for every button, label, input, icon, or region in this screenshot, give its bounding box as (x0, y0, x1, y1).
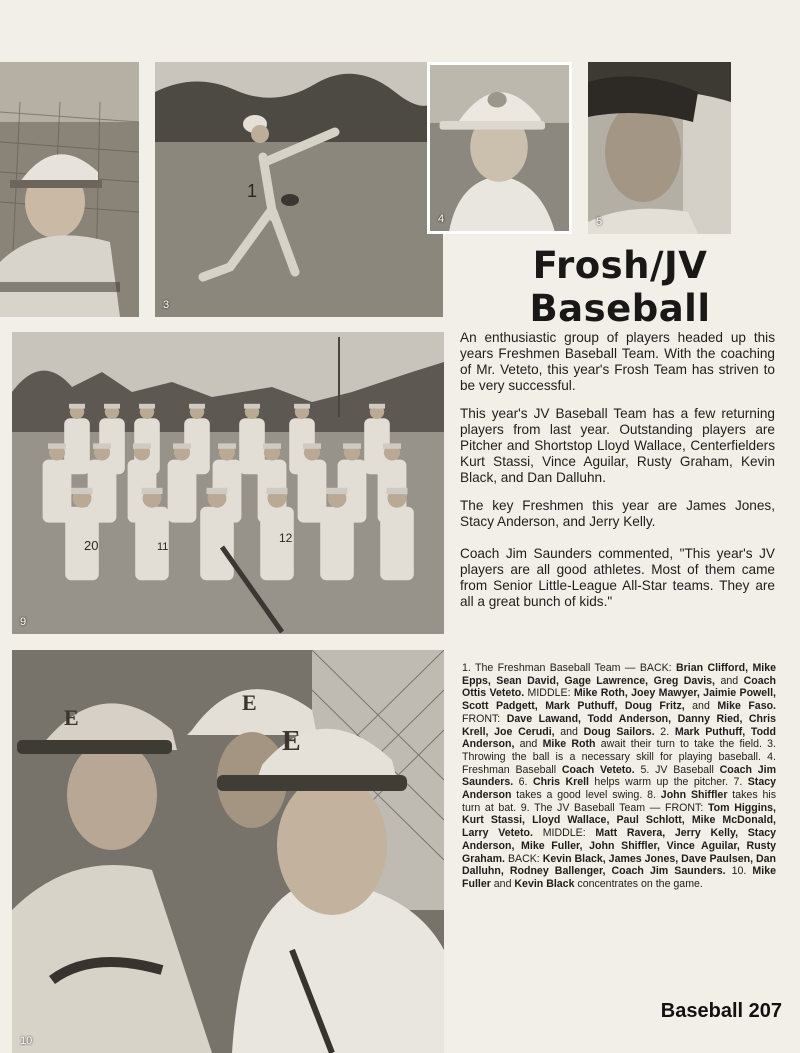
team-player-cap (327, 488, 348, 494)
caption-name: Coach Jim Saunders. (462, 763, 776, 789)
article-body (460, 330, 775, 622)
team-player (200, 507, 234, 581)
caption-text: and (715, 674, 744, 687)
team-player (320, 507, 354, 581)
paragraph: An enthusiastic group of players headed up this years Freshmen Baseball Team. With the coaching of Mr. Veteto, this year's Frosh Team has striven to be very successful. (460, 330, 775, 393)
caption-text: await their turn to take the field. 3. Throwing the ball is a necessary skill for playing baseball. 4. Freshman Baseball (462, 738, 777, 776)
caption-name: Mike Roth, Joey Mawyer, Jaimie Powell, Scott Padgett, Mark Puthuff, Doug Fritz, (462, 687, 777, 713)
cap-letter-middle: E (242, 690, 257, 715)
caption-name: Doug Sailors. (583, 725, 655, 738)
photo-coach-saunders (588, 62, 731, 234)
team-player-cap (139, 404, 155, 409)
caption-name: John Shiffler (660, 789, 728, 802)
photo-coach-veteto (427, 62, 572, 234)
photo-bench-players (12, 650, 444, 1053)
jersey-number-front-a: 20 (84, 538, 99, 553)
photo-number: 10 (20, 1035, 33, 1047)
paragraph: Coach Jim Saunders commented, "This year's JV players are all good athletes. Most of them came from Senior Little-League All-Star teams. They are all a great bunch of kids." (460, 546, 775, 609)
title-line-1: Frosh/JV (532, 244, 708, 287)
photo-number: 4 (438, 213, 445, 225)
caption-name: Kevin Black (514, 877, 575, 890)
team-player-cap (72, 488, 93, 494)
photo-number: 9 (20, 616, 27, 628)
caption-name: Stacy Anderson (462, 776, 776, 802)
caption-text: helps warm up the pitcher. 7. (589, 776, 748, 789)
team-player-cap (93, 443, 111, 448)
jersey-number-front-c: 12 (279, 531, 293, 545)
caption-name: Tom Higgins, Kurt Stassi, Lloyd Wallace, Paul Schlott, Mike McDonald, Larry Veteto. (462, 801, 776, 840)
jersey-number-front-b: 11 (157, 541, 169, 553)
team-player-cap (387, 488, 408, 494)
team-player-cap (189, 404, 205, 409)
photo-number: 5 (596, 216, 603, 228)
team-player-cap (303, 443, 321, 448)
caption-text: and (684, 700, 718, 713)
caption-text: concentrates on the game. (574, 877, 703, 890)
caption-name: Mike Faso. (717, 700, 776, 713)
caption-name: Matt Ravera, Jerry Kelly, Stacy Anderson, Mike Fuller, John Shiffler, Vince Aguilar, Rusty Graham. (462, 827, 777, 865)
caption-text: 10. (725, 865, 753, 878)
caption-name: Mark Puthuff, Todd Anderson, (462, 725, 777, 751)
caption-text: 6. (513, 776, 533, 789)
team-player-cap (369, 404, 385, 409)
team-player-cap (263, 443, 281, 448)
photo-number: 3 (163, 299, 170, 311)
caption-text: and (490, 877, 515, 890)
team-player-cap (48, 443, 66, 448)
page-folio: Baseball 207 (660, 1000, 782, 1022)
photo-captions (462, 662, 776, 891)
team-player-cap (142, 488, 163, 494)
caption-name: Coach Veteto. (561, 763, 635, 776)
photo-jv-team (12, 332, 444, 634)
caption-text: 1. The Freshman Baseball Team — BACK: (462, 662, 676, 674)
photo-dugout-player (0, 62, 139, 317)
caption-name: Mike Roth (542, 738, 596, 751)
team-player (168, 460, 197, 523)
caption-text: takes his turn at bat. 9. The JV Baseball Team — FRONT: (462, 789, 777, 814)
caption-text: and (554, 725, 584, 738)
caption-text: MIDDLE: (532, 827, 596, 840)
caption-text: FRONT: (462, 712, 507, 725)
pitcher-jersey-number: 1 (247, 181, 258, 201)
team-player-cap (133, 443, 151, 448)
caption-text: BACK: (504, 852, 543, 865)
caption-text: 2. (654, 725, 675, 738)
caption-name: Kevin Black, James Jones, Dave Paulsen, Dan Dalluhn, Rodney Ballenger, Coach Jim Saunders. (462, 852, 776, 878)
caption-text: MIDDLE: (524, 687, 574, 700)
caption-text: 5. JV Baseball (634, 763, 720, 776)
caption-name: Coach Ottis Veteto. (462, 674, 776, 700)
caption-name: Mike Fuller (462, 865, 776, 890)
caption-name: Dave Lawand, Todd Anderson, Danny Ried, Chris Krell, Joe Cerudi, (462, 712, 776, 738)
caption-text: and (514, 738, 543, 751)
caption-name: Brian Clifford, Mike Epps, Sean David, Gage Lawrence, Greg Davis, (462, 662, 776, 687)
team-player-cap (173, 443, 191, 448)
caption-name: Chris Krell (532, 776, 589, 789)
caption-text: takes a good level swing. 8. (511, 789, 661, 802)
team-player (380, 507, 414, 581)
cap-letter-left: E (64, 705, 79, 730)
team-player-cap (383, 443, 401, 448)
title-line-2: Baseball (529, 287, 711, 330)
team-player-cap (294, 404, 310, 409)
team-player-cap (207, 488, 228, 494)
team-player-cap (267, 488, 288, 494)
cap-letter-front: E (282, 726, 301, 757)
photo-pitcher-throwing (155, 62, 443, 317)
team-player-cap (218, 443, 236, 448)
team-player-cap (69, 404, 85, 409)
page-title (450, 244, 790, 330)
paragraph: The key Freshmen this year are James Jones, Stacy Anderson, and Jerry Kelly. (460, 498, 775, 529)
team-player-cap (343, 443, 361, 448)
team-player-cap (244, 404, 260, 409)
team-player-cap (104, 404, 120, 409)
paragraph: This year's JV Baseball Team has a few returning players from last year. Outstanding players are Pitcher and Shortstop Lloyd Wallace, Centerfielders Kurt Stassi, Vince Aguilar, Rusty Graham, Kevin Black, and Dan Dalluhn. (460, 406, 775, 485)
